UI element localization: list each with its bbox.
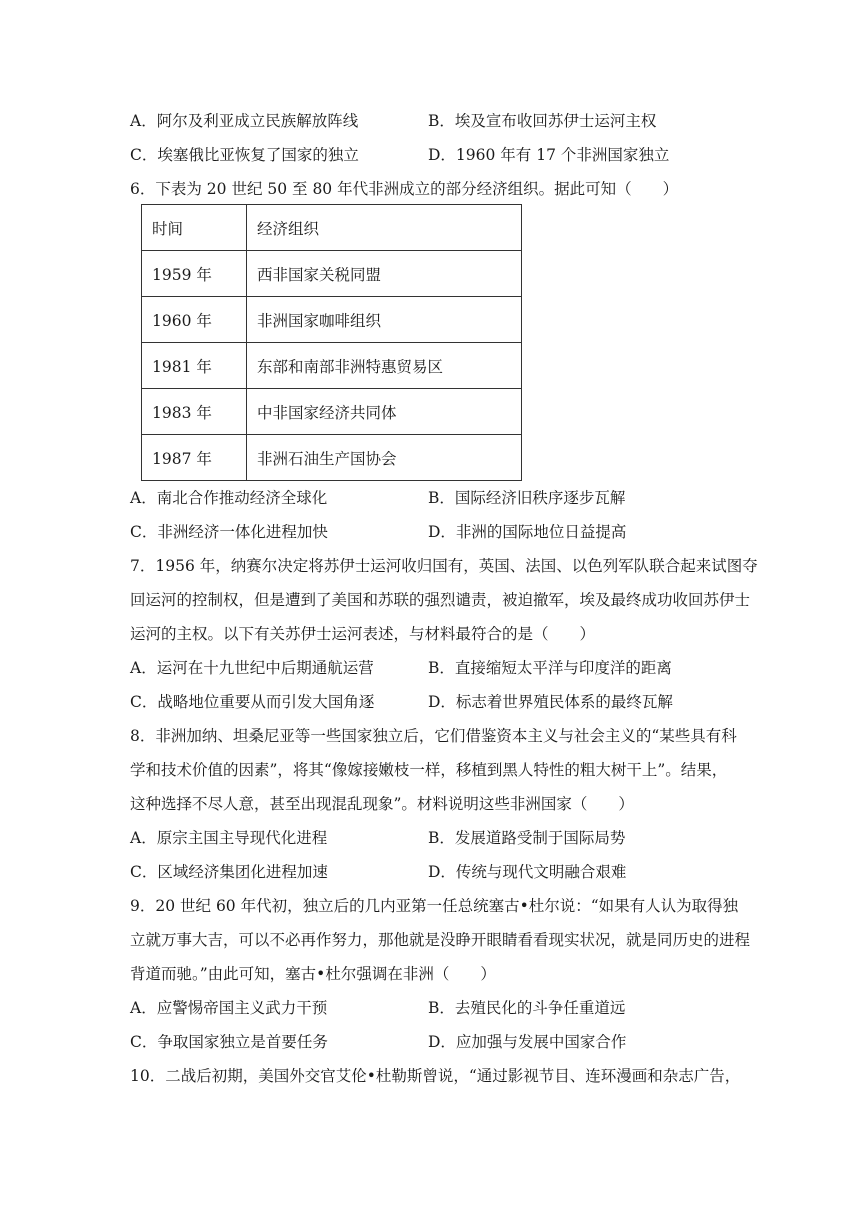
q8-options-row-2 (130, 862, 770, 882)
table-cell-year: 1981 年 (142, 343, 247, 389)
table-cell-organization: 西非国家关税同盟 (247, 251, 522, 297)
q7-stem-line-3: 运河的主权。以下有关苏伊士运河表述，与材料最符合的是（ ） (130, 625, 596, 643)
q7-option-d[interactable]: D．标志着世界殖民体系的最终瓦解 (428, 693, 673, 711)
q6-options-row-2 (130, 522, 770, 542)
table-cell-year: 1983 年 (142, 389, 247, 435)
q7-options-row-1 (130, 658, 770, 678)
q8-stem-line-1: 8．非洲加纳、坦桑尼亚等一些国家独立后，它们借鉴资本主义与社会主义的“某些具有科 (130, 727, 737, 745)
q5-option-b[interactable]: B．埃及宣布收回苏伊士运河主权 (428, 112, 657, 130)
q9-option-c[interactable]: C．争取国家独立是首要任务 (130, 1033, 328, 1051)
table-cell-organization: 中非国家经济共同体 (247, 389, 522, 435)
q9-options-row-2 (130, 1032, 770, 1052)
q5-option-a[interactable]: A．阿尔及利亚成立民族解放阵线 (130, 112, 359, 130)
q8-option-a[interactable]: A．原宗主国主导现代化进程 (130, 829, 328, 847)
table-row (142, 343, 522, 389)
q6-option-d[interactable]: D．非洲的国际地位日益提高 (428, 523, 627, 541)
q6-options-row-1 (130, 488, 770, 508)
q10-stem-line-1: 10．二战后初期，美国外交官艾伦•杜勒斯曾说，“通过影视节目、连环漫画和杂志广告， (130, 1067, 741, 1085)
table-cell-year: 1959 年 (142, 251, 247, 297)
q9-stem-line-1: 9．20 世纪 60 年代初，独立后的几内亚第一任总统塞古•杜尔说：“如果有人认为取得独 (130, 897, 739, 915)
q6-option-a[interactable]: A．南北合作推动经济全球化 (130, 489, 328, 507)
table-cell-organization: 非洲国家咖啡组织 (247, 297, 522, 343)
table-header-time: 时间 (142, 205, 247, 251)
q9-stem-line-2: 立就万事大吉，可以不必再作努力，那他就是没睁开眼睛看看现实状况，就是同历史的进程 (130, 931, 751, 949)
q6-stem: 6．下表为 20 世纪 50 至 80 年代非洲成立的部分经济组织。据此可知（ ） (130, 180, 679, 198)
q9-option-d[interactable]: D．应加强与发展中国家合作 (428, 1033, 627, 1051)
q7-option-a[interactable]: A．运河在十九世纪中后期通航运营 (130, 659, 374, 677)
q6-economic-organizations-table (141, 204, 522, 481)
table-header-row (142, 205, 522, 251)
q7-options-row-2 (130, 692, 770, 712)
q8-stem-line-3: 这种选择不尽人意，甚至出现混乱现象”。材料说明这些非洲国家（ ） (130, 795, 634, 813)
q9-option-b[interactable]: B．去殖民化的斗争任重道远 (428, 999, 626, 1017)
table-cell-organization: 东部和南部非洲特惠贸易区 (247, 343, 522, 389)
q8-option-c[interactable]: C．区域经济集团化进程加速 (130, 863, 328, 881)
table-cell-organization: 非洲石油生产国协会 (247, 435, 522, 481)
q9-options-row-1 (130, 998, 770, 1018)
table-row (142, 297, 522, 343)
q9-stem-line-3: 背道而驰。”由此可知，塞古•杜尔强调在非洲（ ） (130, 965, 496, 983)
table-row (142, 389, 522, 435)
table-cell-year: 1960 年 (142, 297, 247, 343)
q8-options-row-1 (130, 828, 770, 848)
table-row (142, 251, 522, 297)
q6-option-b[interactable]: B．国际经济旧秩序逐步瓦解 (428, 489, 626, 507)
q7-option-c[interactable]: C．战略地位重要从而引发大国角逐 (130, 693, 375, 711)
q7-stem-line-1: 7．1956 年，纳赛尔决定将苏伊士运河收归国有，英国、法国、以色列军队联合起来试图夺 (130, 557, 758, 575)
q7-stem-line-2: 回运河的控制权，但是遭到了美国和苏联的强烈谴责，被迫撤军，埃及最终成功收回苏伊士 (130, 591, 751, 609)
q5-option-d[interactable]: D．1960 年有 17 个非洲国家独立 (428, 146, 670, 164)
table-header-organization: 经济组织 (247, 205, 522, 251)
q5-options-row-2 (130, 145, 770, 165)
q8-option-b[interactable]: B．发展道路受制于国际局势 (428, 829, 626, 847)
q5-options-row-1 (130, 111, 770, 131)
q5-option-c[interactable]: C．埃塞俄比亚恢复了国家的独立 (130, 146, 359, 164)
q7-option-b[interactable]: B．直接缩短太平洋与印度洋的距离 (428, 659, 672, 677)
q8-option-d[interactable]: D．传统与现代文明融合艰难 (428, 863, 627, 881)
q6-option-c[interactable]: C．非洲经济一体化进程加快 (130, 523, 328, 541)
q8-stem-line-2: 学和技术价值的因素”，将其“像嫁接嫩枝一样，移植到黑人特性的粗大树干上”。结果， (130, 761, 728, 779)
table-cell-year: 1987 年 (142, 435, 247, 481)
table-row (142, 435, 522, 481)
q9-option-a[interactable]: A．应警惕帝国主义武力干预 (130, 999, 328, 1017)
